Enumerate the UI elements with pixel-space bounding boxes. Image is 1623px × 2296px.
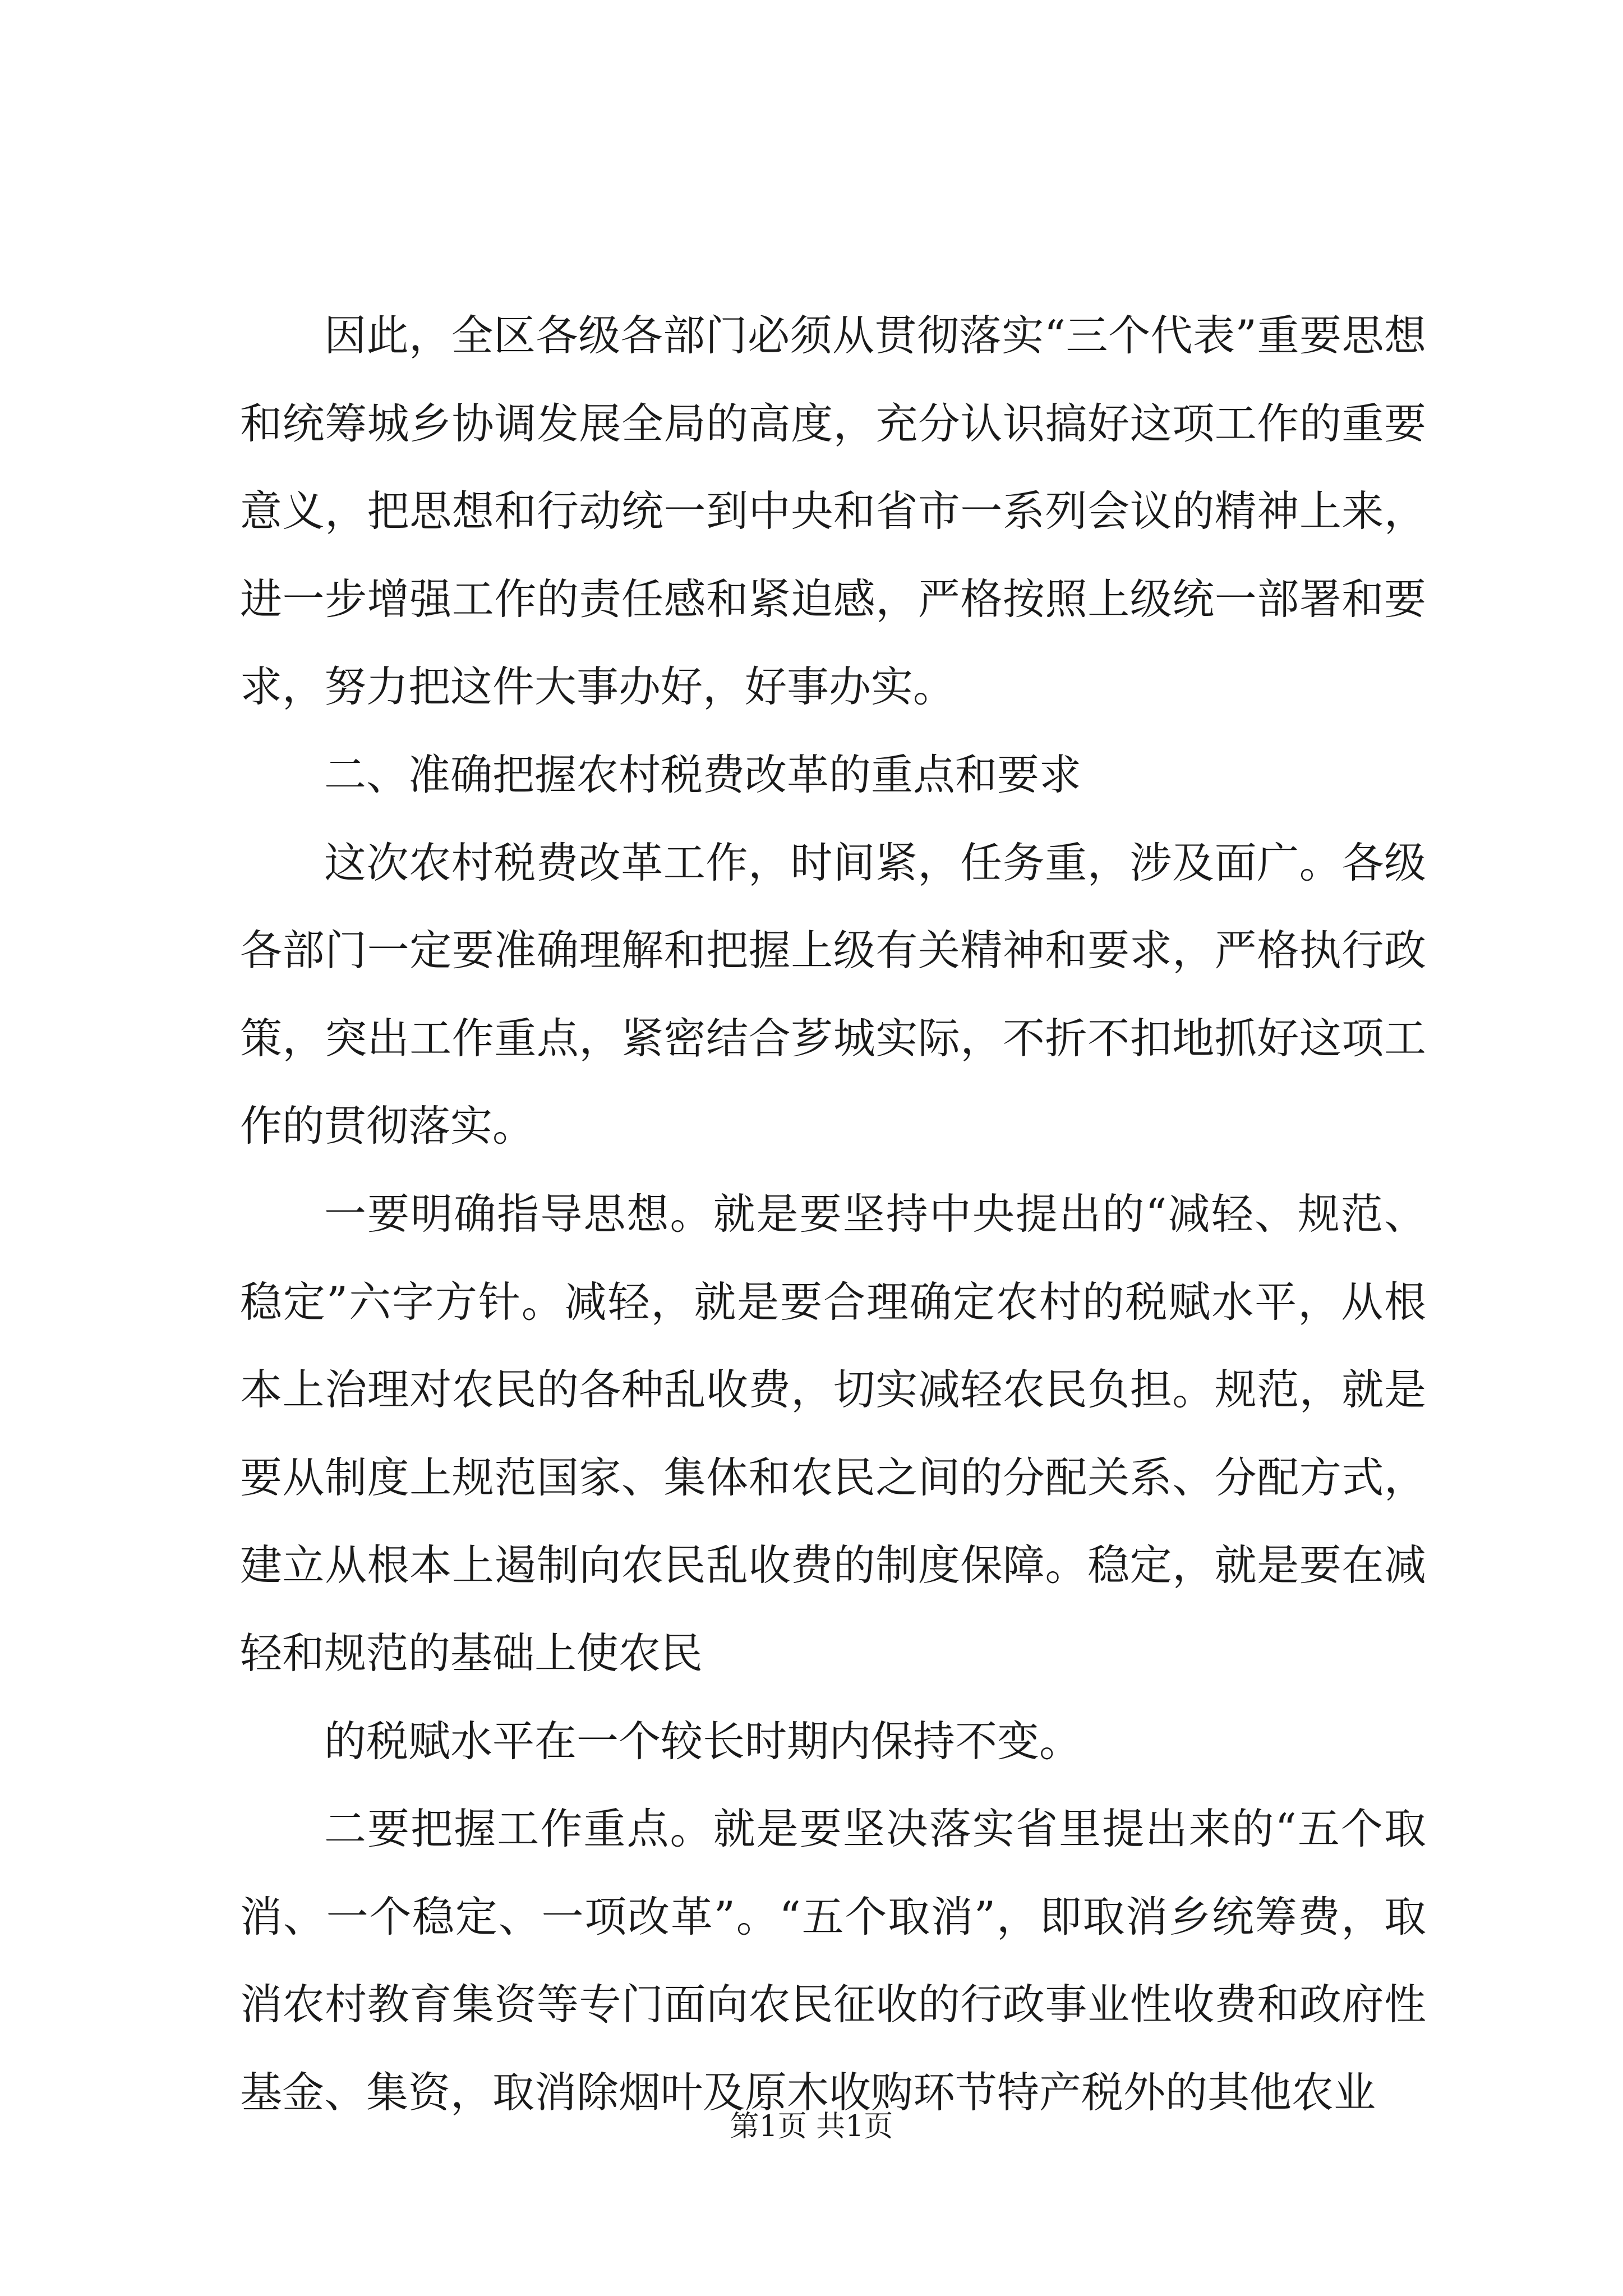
page-footer: 第1页 共1页 [730,2110,893,2143]
paragraph-continuation: 的税赋水平在一个较长时期内保持不变。 [324,1716,1082,1766]
paragraph-guiding-thought: 一要明确指导思想。就是要坚持中央提出的“减轻、规范、稳定”六字方针。减轻，就是要合理确定农村的税赋水平，从根本上治理对农民的各种乱收费，切实减轻农民负担。规范，就是要从制度上规范国家、集体和农民之间的分配关系、分配方式，建立从根本上遏制向农民乱收费的制度保障。稳定，就是要在减轻和规范的基础上使农民 [240,1189,1426,1678]
paragraph-intro: 这次农村税费改革工作，时间紧，任务重，涉及面广。各级各部门一定要准确理解和把握上级有关精神和要求，严格执行政策，突出工作重点，紧密结合芗城实际，不折不扣地抓好这项工作的贯彻落实。 [240,838,1426,1151]
paragraph-work-focus: 二要把握工作重点。就是要坚决落实省里提出来的“五个取消、一个稳定、一项改革”。“五个取消”，即取消乡统筹费，取消农村教育集资等专门面向农民征收的行政事业性收费和政府性基金、集资，取消除烟叶及原木收购环节特产税外的其他农业 [240,1804,1426,2117]
document-body [240,292,1426,2136]
section-heading: 二、准确把握农村税费改革的重点和要求 [324,749,1082,799]
paragraph-conclusion: 因此，全区各级各部门必须从贯彻落实“三个代表”重要思想和统筹城乡协调发展全局的高度，充分认识搞好这项工作的重要意义，把思想和行动统一到中央和省市一系列会议的精神上来，进一步增强工作的责任感和紧迫感，严格按照上级统一部署和要求，努力把这件大事办好，好事办实。 [240,311,1426,712]
